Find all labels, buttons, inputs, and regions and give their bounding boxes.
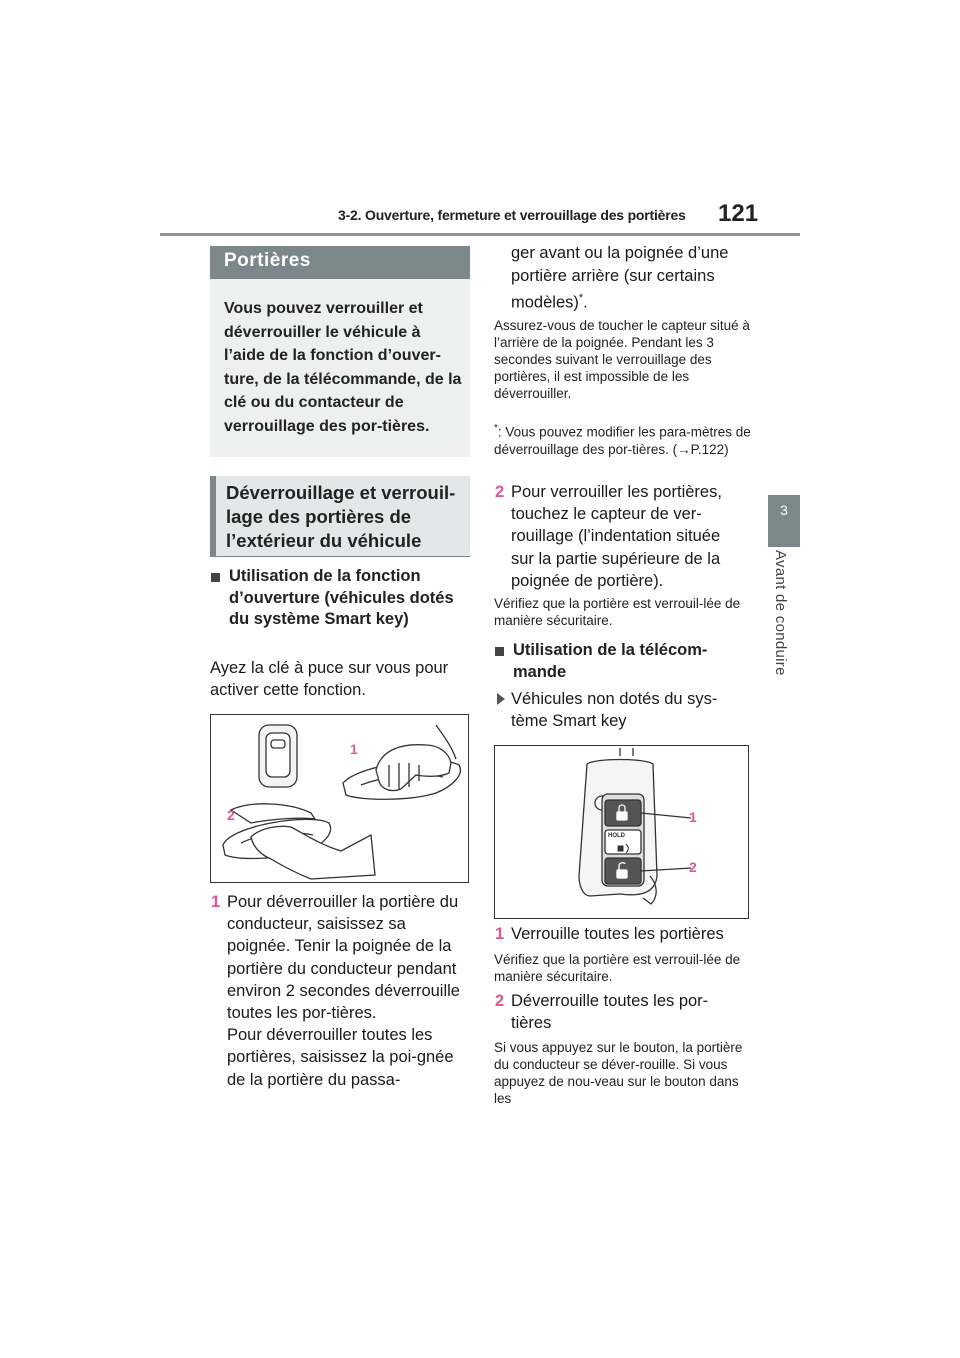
section-bar — [210, 246, 470, 279]
footnote — [494, 420, 752, 458]
item1-cont-end: . — [583, 293, 588, 312]
footnote-text: : Vous pouvez modifier les para-mètres de déverrouillage des por-tières. (→P.122) — [494, 424, 751, 457]
numbered-item-2-num: 2 — [495, 483, 505, 501]
callout-1: 1 — [350, 741, 358, 757]
page-number: 121 — [718, 200, 759, 227]
intro-box — [210, 279, 470, 457]
bullet-heading-2-text: Utilisation de la télécom-mande — [513, 641, 708, 681]
bullet-1-body: Ayez la clé à puce sur vous pour activer cette fonction. — [210, 659, 449, 700]
subsection-title: Déverrouillage et verrouil-lage des portières de l’extérieur du véhicule — [226, 482, 456, 551]
key-callout-2: 2 — [689, 859, 697, 875]
chapter-label — [770, 550, 798, 710]
door-handle-illustration — [211, 715, 468, 882]
section-header-title: 3-2. Ouverture, fermeture et verrouillage des portières — [338, 207, 686, 223]
subsection-heading — [210, 476, 470, 556]
numbered-item-1-continued — [511, 242, 751, 314]
smart-key-icon — [259, 725, 297, 787]
footnote-sup: * — [578, 292, 584, 304]
remote-item-1-num: 1 — [495, 925, 505, 943]
callout-2: 2 — [227, 807, 235, 823]
upper-door-handle-icon — [343, 725, 460, 799]
section-bar-title: Portières — [224, 250, 311, 271]
subsection-rule — [210, 556, 470, 557]
chapter-label-text: Avant de conduire — [772, 550, 789, 676]
lower-door-handle-icon — [223, 804, 375, 879]
hold-label: HOLD — [608, 833, 625, 839]
footnote-mark: * — [494, 423, 498, 434]
key-callout-1: 1 — [689, 809, 697, 825]
triangle-bullet-icon — [497, 693, 505, 705]
numbered-item-2-text: Pour verrouiller les portières, touchez le capteur de ver-rouillage (l’indentation située sur la partie supérieure de la poignée de portière). — [511, 483, 722, 590]
bullet-heading-1-text: Utilisation de la fonction d’ouverture (véhicules dotés du système Smart key) — [229, 567, 454, 628]
note-3: Vérifiez que la portière est verrouil-lée de manière sécuritaire. — [494, 952, 741, 984]
note-1: Assurez-vous de toucher le capteur situé à l’arrière de la poignée. Pendant les 3 secondes suivant le verrouillage des portières, il est impossible de les déverrouiller. — [494, 318, 750, 401]
square-bullet-icon — [211, 573, 220, 582]
chapter-number: 3 — [780, 502, 788, 518]
arrow-item-text: Véhicules non dotés du sys-tème Smart key — [511, 690, 718, 731]
remote-item-2-num: 2 — [495, 992, 505, 1010]
note-4: Si vous appuyez sur le bouton, la portière du conducteur se déver-rouille. Si vous appuyez de nou-veau sur le bouton dans les — [494, 1040, 743, 1106]
numbered-item-1-text: Pour déverrouiller la portière du conducteur, saisissez sa poignée. Tenir la poignée de la portière du conducteur pendant environ 2 secondes déverrouille toutes les por-tières. Pour déverrouiller toutes les portières, saisissez la poi-gnée de la portière du passa- — [227, 893, 460, 1089]
numbered-item-1-num: 1 — [211, 893, 221, 911]
header-rule — [160, 233, 800, 236]
remote-key-figure — [494, 745, 749, 919]
remote-item-2-text: Déverrouille toutes les por-tières — [511, 992, 709, 1033]
remote-item-1-text: Verrouille toutes les portières — [511, 925, 724, 943]
remote-key-illustration — [495, 746, 748, 918]
intro-text: Vous pouvez verrouiller et déverrouiller le véhicule à l’aide de la fonction d’ouver-ture, de la télécommande, de la clé ou du contacteur de verrouillage des por-tières. — [224, 300, 462, 435]
door-handle-figure — [210, 714, 469, 883]
key-fob-icon — [579, 748, 691, 904]
note-2: Vérifiez que la portière est verrouil-lée de manière sécuritaire. — [494, 596, 741, 628]
square-bullet-icon — [495, 647, 504, 656]
item1-cont-text: ger avant ou la poignée d’une portière arrière (sur certains modèles) — [511, 244, 729, 312]
